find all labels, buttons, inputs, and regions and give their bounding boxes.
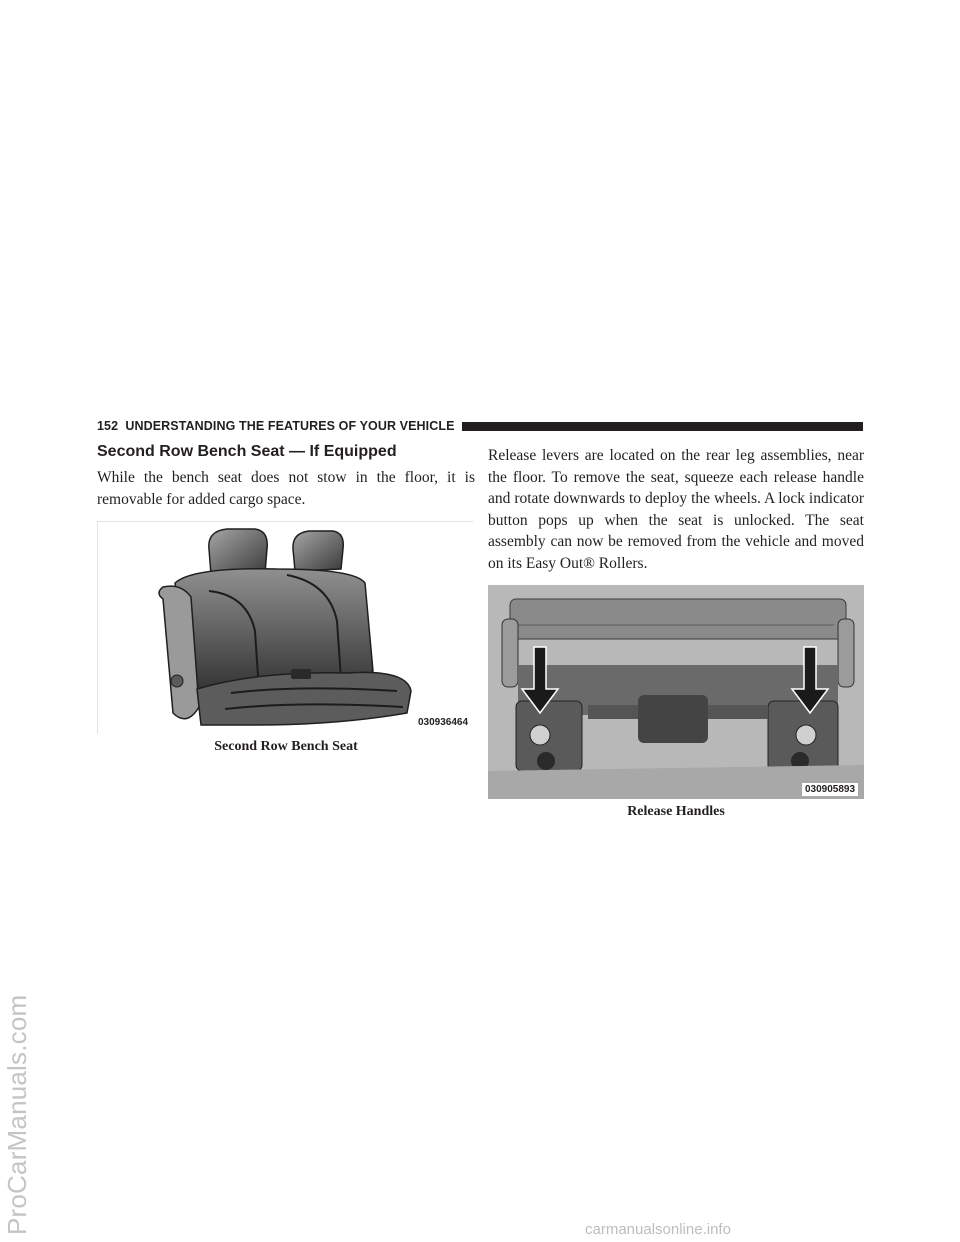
body-paragraph: Release levers are located on the rear leg assemblies, near the floor. To remove the seat, squeeze each release handle and rotate downwards to deploy the wheels. A lock indicator button pops up when the seat is unlocked. The seat assembly can now be removed from the vehicle and moved on its Easy Out® Rollers. bbox=[488, 447, 864, 572]
intro-paragraph: While the bench seat does not stow in the floor, it is removable for added cargo space. bbox=[97, 469, 475, 508]
figure-caption: Second Row Bench Seat bbox=[214, 739, 358, 754]
watermark-procarmanuals: ProCarManuals.com bbox=[2, 994, 32, 1235]
figure-release-handles bbox=[488, 585, 864, 799]
chapter-title: UNDERSTANDING THE FEATURES OF YOUR VEHICLE bbox=[125, 419, 455, 433]
page-number: 152 bbox=[97, 419, 119, 433]
right-column bbox=[488, 445, 864, 821]
release-handles-illustration bbox=[488, 585, 864, 799]
left-column bbox=[97, 442, 475, 756]
figure-code: 030936464 bbox=[418, 717, 469, 728]
figure-caption: Release Handles bbox=[627, 804, 725, 819]
header-text bbox=[97, 419, 455, 433]
bench-seat-illustration bbox=[97, 521, 473, 734]
section-title: Second Row Bench Seat — If Equipped bbox=[97, 443, 397, 460]
watermark-carmanualsonline: carmanualsonline.info bbox=[585, 1221, 731, 1238]
page-header bbox=[97, 418, 863, 434]
figure-code: 030905893 bbox=[802, 783, 858, 796]
figure-bench-seat bbox=[97, 521, 473, 734]
header-rule bbox=[462, 422, 863, 431]
